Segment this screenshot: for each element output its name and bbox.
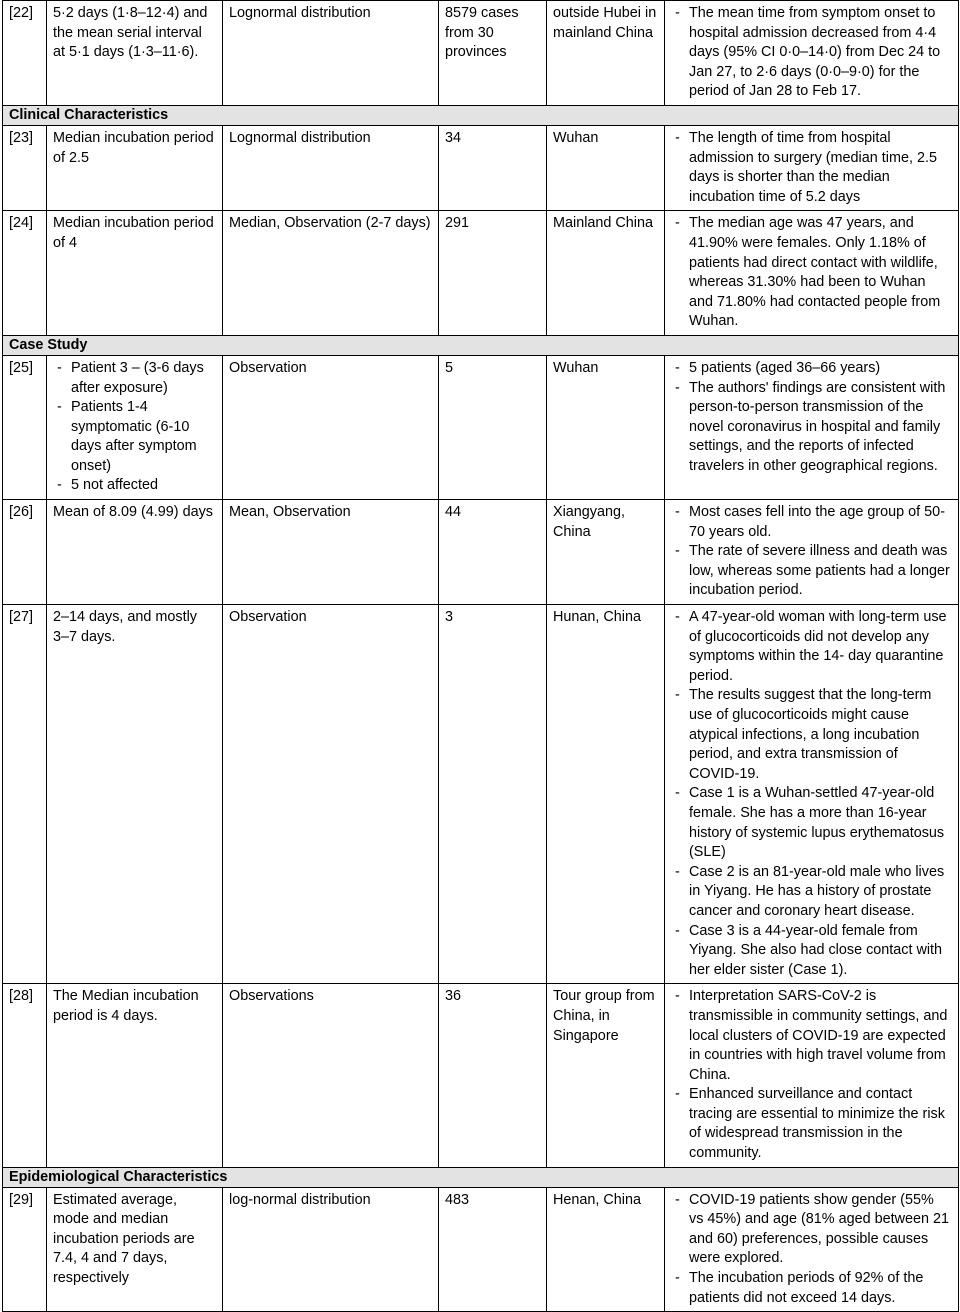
bullet-item: - COVID-19 patients show gender (55% vs 45%) and age (81% aged between 21 and 60) preferences, possible causes were explored. xyxy=(671,1191,952,1269)
reference-cell: [29] xyxy=(3,1187,47,1312)
location-cell: Wuhan xyxy=(547,125,665,210)
location-cell: Wuhan xyxy=(547,355,665,499)
notes-list xyxy=(671,608,952,980)
incubation-period-cell: 5·2 days (1·8–12·4) and the mean serial interval at 5·1 days (1·3–11·6). xyxy=(47,1,223,106)
notes-cell xyxy=(665,1187,959,1312)
reference-cell: [24] xyxy=(3,211,47,336)
bullet-item: - The authors' findings are consistent with person-to-person transmission of the novel coronavirus in hospital and family settings, and the reports of infected travelers in other geographical regions. xyxy=(671,379,952,477)
bullet-item: - Enhanced surveillance and contact tracing are essential to minimize the risk of widespread transmission in the community. xyxy=(671,1085,952,1163)
location-cell: Hunan, China xyxy=(547,605,665,984)
table-row xyxy=(3,500,959,605)
incubation-period-cell: The Median incubation period is 4 days. xyxy=(47,984,223,1167)
section-title: Case Study xyxy=(3,335,959,355)
section-header-row xyxy=(3,1167,959,1187)
sample-size-cell: 3 xyxy=(439,605,547,984)
sample-size-cell: 44 xyxy=(439,500,547,605)
incubation-period-cell: Median incubation period of 4 xyxy=(47,211,223,336)
sample-size-cell: 483 xyxy=(439,1187,547,1312)
section-title: Clinical Characteristics xyxy=(3,105,959,125)
notes-list xyxy=(671,987,952,1163)
incubation-period-list xyxy=(53,359,216,496)
bullet-item: - The median age was 47 years, and 41.90% were females. Only 1.18% of patients had direct contact with wildlife, whereas 31.30% had been to Wuhan and 71.80% had contacted people from Wuhan. xyxy=(671,214,952,332)
bullet-item: - Case 2 is an 81-year-old male who lives in Yiyang. He has a history of prostate cancer and coronary heart disease. xyxy=(671,863,952,922)
notes-list xyxy=(671,359,952,477)
method-cell: Lognormal distribution xyxy=(223,1,439,106)
method-cell: Lognormal distribution xyxy=(223,125,439,210)
incubation-period-cell: Estimated average, mode and median incubation periods are 7.4, 4 and 7 days, respectively xyxy=(47,1187,223,1312)
method-cell: Observations xyxy=(223,984,439,1167)
sample-size-cell: 291 xyxy=(439,211,547,336)
bullet-item: - 5 patients (aged 36–66 years) xyxy=(671,359,952,379)
notes-cell xyxy=(665,605,959,984)
location-cell: outside Hubei in mainland China xyxy=(547,1,665,106)
reference-cell: [22] xyxy=(3,1,47,106)
notes-cell xyxy=(665,984,959,1167)
method-cell: Observation xyxy=(223,605,439,984)
notes-cell xyxy=(665,355,959,499)
method-cell: Median, Observation (2-7 days) xyxy=(223,211,439,336)
incubation-period-cell: 2–14 days, and mostly 3–7 days. xyxy=(47,605,223,984)
location-cell: Tour group from China, in Singapore xyxy=(547,984,665,1167)
location-cell: Xiangyang, China xyxy=(547,500,665,605)
table-row xyxy=(3,125,959,210)
bullet-item: - 5 not affected xyxy=(53,476,216,496)
reference-cell: [26] xyxy=(3,500,47,605)
notes-list xyxy=(671,1191,952,1309)
table-row xyxy=(3,984,959,1167)
section-header-row xyxy=(3,335,959,355)
table-row xyxy=(3,605,959,984)
section-title: Epidemiological Characteristics xyxy=(3,1167,959,1187)
bullet-item: - The rate of severe illness and death was low, whereas some patients had a longer incubation period. xyxy=(671,542,952,601)
study-table xyxy=(2,0,959,1312)
reference-cell: [25] xyxy=(3,355,47,499)
table-row xyxy=(3,1,959,106)
bullet-item: - Interpretation SARS-CoV-2 is transmissible in community settings, and local clusters of COVID-19 are expected in countries with high travel volume from China. xyxy=(671,987,952,1085)
location-cell: Henan, China xyxy=(547,1187,665,1312)
notes-list xyxy=(671,214,952,332)
notes-list xyxy=(671,129,952,207)
notes-cell xyxy=(665,125,959,210)
bullet-item: - Most cases fell into the age group of 50-70 years old. xyxy=(671,503,952,542)
method-cell: log-normal distribution xyxy=(223,1187,439,1312)
table-row xyxy=(3,211,959,336)
location-cell: Mainland China xyxy=(547,211,665,336)
sample-size-cell: 34 xyxy=(439,125,547,210)
table-row xyxy=(3,355,959,499)
notes-cell xyxy=(665,1,959,106)
bullet-item: - Case 3 is a 44-year-old female from Yiyang. She also had close contact with her elder sister (Case 1). xyxy=(671,922,952,981)
method-cell: Mean, Observation xyxy=(223,500,439,605)
bullet-item: - The mean time from symptom onset to hospital admission decreased from 4·4 days (95% CI 0·0–14·0) from Dec 24 to Jan 27, to 2·6 days (0·0–9·0) for the period of Jan 28 to Feb 17. xyxy=(671,4,952,102)
reference-cell: [23] xyxy=(3,125,47,210)
table-row xyxy=(3,1187,959,1312)
bullet-item: - The length of time from hospital admission to surgery (median time, 2.5 days is shorter than the median incubation time of 5.2 days xyxy=(671,129,952,207)
notes-list xyxy=(671,4,952,102)
bullet-item: - Patient 3 – (3-6 days after exposure) xyxy=(53,359,216,398)
incubation-period-cell: Mean of 8.09 (4.99) days xyxy=(47,500,223,605)
bullet-item: - The results suggest that the long-term use of glucocorticoids might cause atypical infections, a long incubation period, and extra transmission of COVID-19. xyxy=(671,686,952,784)
sample-size-cell: 8579 cases from 30 provinces xyxy=(439,1,547,106)
bullet-item: - Patients 1-4 symptomatic (6-10 days after symptom onset) xyxy=(53,398,216,476)
bullet-item: - A 47-year-old woman with long-term use of glucocorticoids did not develop any symptoms within the 14- day quarantine period. xyxy=(671,608,952,686)
reference-cell: [28] xyxy=(3,984,47,1167)
section-header-row xyxy=(3,105,959,125)
bullet-item: - Case 1 is a Wuhan-settled 47-year-old female. She has a more than 16-year history of systemic lupus erythematosus (SLE) xyxy=(671,784,952,862)
notes-list xyxy=(671,503,952,601)
sample-size-cell: 36 xyxy=(439,984,547,1167)
notes-cell xyxy=(665,500,959,605)
incubation-period-cell xyxy=(47,355,223,499)
method-cell: Observation xyxy=(223,355,439,499)
sample-size-cell: 5 xyxy=(439,355,547,499)
incubation-period-cell: Median incubation period of 2.5 xyxy=(47,125,223,210)
notes-cell xyxy=(665,211,959,336)
reference-cell: [27] xyxy=(3,605,47,984)
bullet-item: - The incubation periods of 92% of the patients did not exceed 14 days. xyxy=(671,1269,952,1308)
table-body xyxy=(3,1,959,1312)
